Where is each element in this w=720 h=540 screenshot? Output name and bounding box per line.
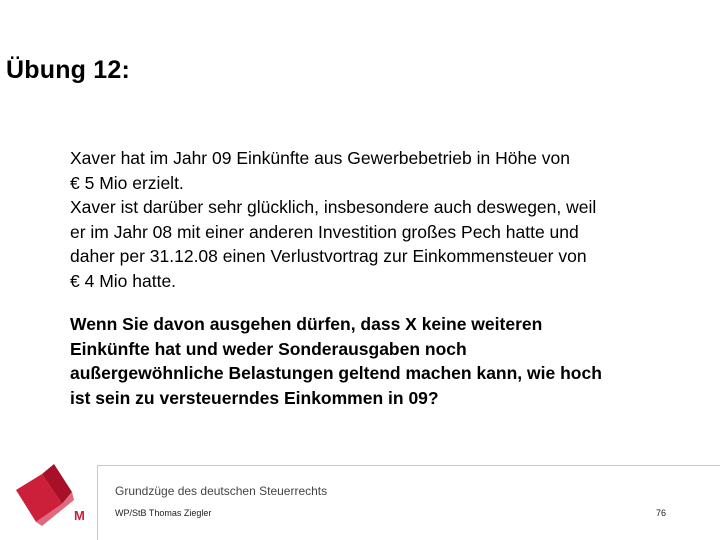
exercise-text — [70, 146, 690, 293]
slide-body — [70, 146, 690, 410]
exercise-question — [70, 312, 690, 410]
logo-letter: M — [74, 508, 85, 523]
body-line: Xaver hat im Jahr 09 Einkünfte aus Gewerbebetrieb in Höhe von — [70, 148, 571, 168]
body-line: € 5 Mio erzielt. — [70, 172, 184, 193]
question-line: außergewöhnliche Belastungen geltend machen kann, wie hoch — [70, 363, 602, 383]
footer-vertical-divider — [97, 465, 98, 540]
question-line: Einkünfte hat und weder Sonderausgaben noch — [70, 338, 467, 359]
university-logo — [8, 460, 92, 530]
body-line: € 4 Mio hatte. — [70, 270, 177, 291]
page-number: 76 — [655, 508, 666, 518]
footer-author: WP/StB Thomas Ziegler — [115, 508, 212, 518]
footer-course-title: Grundzüge des deutschen Steuerrechts — [115, 484, 328, 498]
question-line: Wenn Sie davon ausgehen dürfen, dass X keine weiteren — [70, 314, 543, 334]
body-line: daher per 31.12.08 einen Verlustvortrag zur Einkommensteuer von — [70, 246, 587, 266]
footer-divider — [97, 465, 720, 466]
question-line: ist sein zu versteuerndes Einkommen in 09? — [70, 387, 439, 408]
body-line: Xaver ist darüber sehr glücklich, insbesondere auch deswegen, weil — [70, 197, 597, 217]
body-line: er im Jahr 08 mit einer anderen Investition großes Pech hatte und — [70, 221, 579, 242]
slide-title: Übung 12: — [6, 56, 131, 84]
